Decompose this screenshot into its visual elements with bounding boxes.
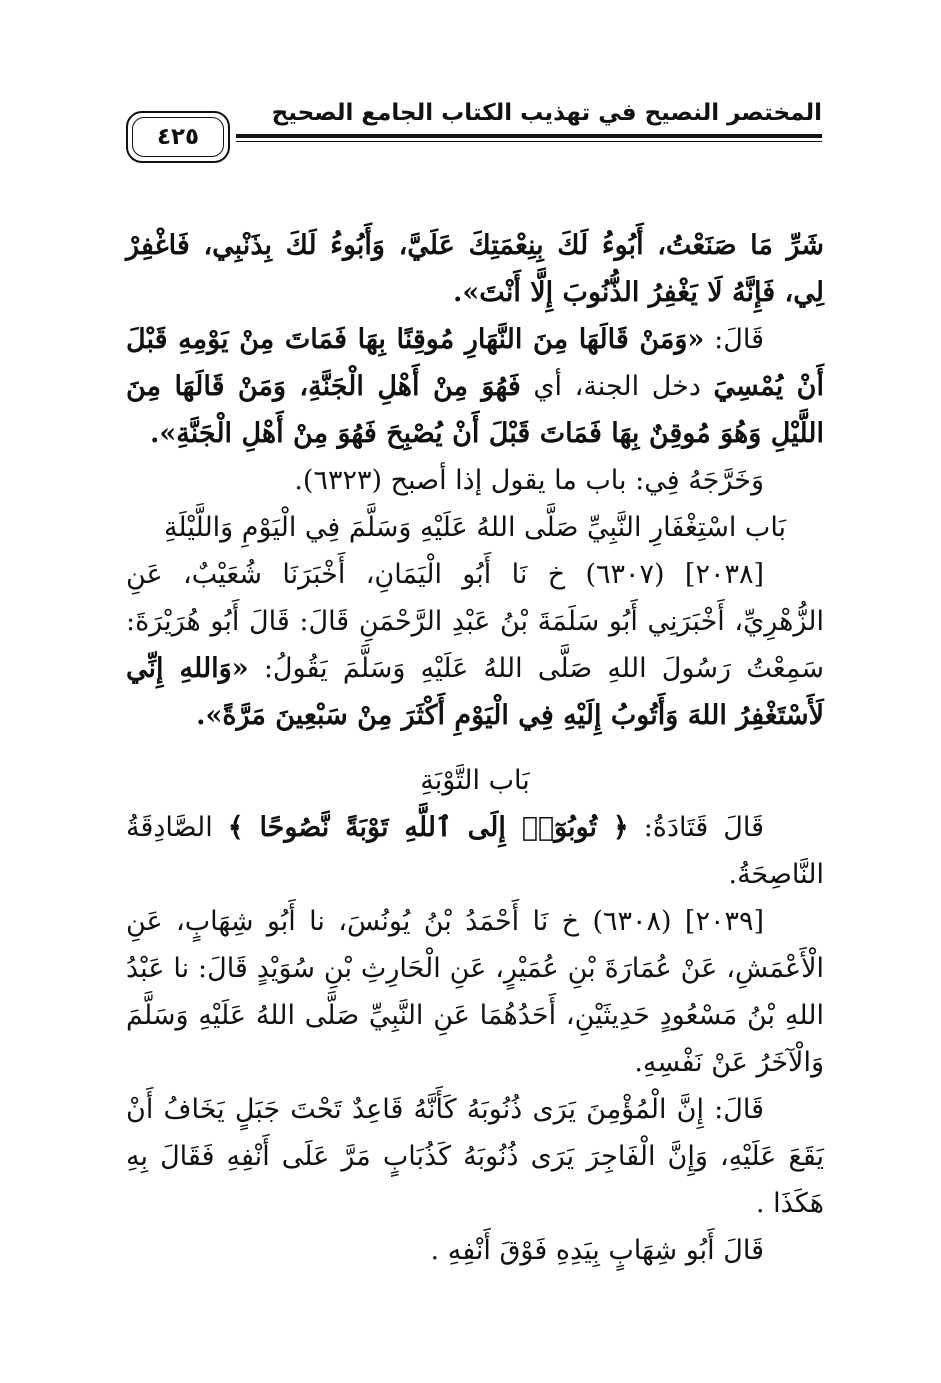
hadith-quote: «وَاللهِ إِنِّي لَأَسْتَغْفِرُ اللهَ وَأَتُوبُ إِلَيْهِ فِي الْيَوْمِ أَكْثَرَ مِنْ سَبْعِينَ مَرَّةً».	[126, 653, 824, 731]
hadith-quote: «وَمَنْ قَالَهَا مِنَ النَّهَارِ مُوقِنًا بِهَا فَمَاتَ مِنْ يَوْمِهِ قَبْلَ أَنْ يُمْسِيَ	[126, 324, 824, 402]
text-line: أَبُو سَلَمَةَ بْنُ عَبْدِ الرَّحْمَنِ قَالَ: قَالَ أَبُو هُرَيْرَةَ: سَمِعْتُ رَسُولَ اللهِ صَلَّى اللهُ عَلَيْهِ	[126, 606, 824, 684]
gloss-text: دخل الجنة، أي	[520, 371, 714, 402]
text-line: شَرِّ مَا صَنَعْتُ، أَبُوءُ لَكَ بِنِعْمَتِكَ عَلَيَّ، وَأَبُوءُ لَكَ بِذَنْبِي، فَاغْفِرْ لِي، فَإِنَّهُ لَا يَغْفِرُ	[126, 230, 824, 308]
header-rule-thin	[236, 141, 822, 142]
text-segment: وَسَلَّمَ يَقُولُ:	[248, 653, 406, 684]
hadith-quote: فَهُوَ مِنْ أَهْلِ الْجَنَّةِ، وَمَنْ قَالَهَا مِنَ اللَّيْلِ وَهُوَ مُوقِنٌ بِهَا فَمَاتَ قَبْلَ أَنْ يُصْبِحَ فَهُوَ مِنْ أَهْلِ الْجَنَّةِ».	[126, 371, 824, 449]
text-line: الذُّنُوبَ إِلَّا أَنْتَ».	[453, 277, 640, 308]
page-number-frame	[126, 111, 230, 163]
paragraph-hadith-2039	[126, 898, 824, 1086]
paragraph-hadith-2038	[126, 551, 824, 739]
page-body	[126, 222, 824, 1274]
chapter-heading: بَاب التَّوْبَةِ	[420, 765, 530, 796]
text-segment: الصَّادِقَةُ النَّاصِحَةُ.	[126, 812, 824, 890]
text-segment: قَالَ قَتَادَةُ:	[628, 812, 765, 843]
quran-verse: ﴿ تُوبُوٓا۟ إِلَى ٱللَّهِ تَوْبَةً نَّصُوحًا ﴾	[227, 812, 629, 843]
text-line: عُمَارَةَ بْنِ عُمَيْرٍ، عَنِ الْحَارِثِ بْنِ سُوَيْدٍ قَالَ: نا عَبْدُ اللهِ بْنُ مَسْعُودٍ حَدِيثَيْنِ،	[126, 953, 824, 1031]
text-line: قَالَ: إِنَّ الْمُؤْمِنَ يَرَى ذُنُوبَهُ كَأَنَّهُ قَاعِدٌ تَحْتَ جَبَلٍ يَخَافُ أَنْ يَقَعَ عَلَيْهِ، وَإِنَّ	[126, 1094, 824, 1172]
paragraph-ibn-masud	[126, 1086, 824, 1227]
page-number: ٤٢٥	[156, 124, 200, 150]
paragraph-takhrij: وَخَرَّجَهُ فِي: باب ما يقول إذا أصبح (٦٣٢٣).	[294, 465, 764, 496]
running-title: المختصر النصيح في تهذيب الكتاب الجامع الصحيح	[271, 100, 822, 126]
text-line: [٢٠٣٨] (٦٣٠٧) خ نَا أَبُو الْيَمَانِ، أَخْبَرَنَا شُعَيْبٌ، عَنِ الزُّهْرِيِّ، أَخْبَرَنِي	[126, 559, 824, 637]
header-rule	[236, 134, 822, 138]
text-line: [٢٠٣٩] (٦٣٠٨) خ نَا أَحْمَدُ بْنُ يُونُسَ، نا أَبُو شِهَابٍ، عَنِ الْأَعْمَشِ، عَنْ	[126, 906, 824, 984]
paragraph-hadith-ending	[126, 222, 824, 316]
chapter-heading: بَاب اسْتِغْفَارِ النَّبِيِّ صَلَّى اللهُ عَلَيْهِ وَسَلَّمَ فِي الْيَوْمِ وَاللَّيْلَةِ	[163, 512, 787, 543]
paragraph-qatada	[126, 804, 824, 898]
text-line: الْفَاجِرَ يَرَى ذُنُوبَهُ كَذُبَابٍ مَرَّ عَلَى أَنْفِهِ فَقَالَ بِهِ هَكَذَا .	[126, 1141, 824, 1219]
text-segment: قَالَ:	[704, 324, 764, 355]
paragraph-qala	[126, 316, 824, 457]
paragraph-abu-shihab: قَالَ أَبُو شِهَابٍ بِيَدِهِ فَوْقَ أَنْفِهِ .	[430, 1235, 764, 1266]
text-line: أَحَدُهُمَا عَنِ النَّبِيِّ صَلَّى اللهُ عَلَيْهِ وَسَلَّمَ وَالْآخَرُ عَنْ نَفْسِهِ.	[126, 1000, 824, 1078]
